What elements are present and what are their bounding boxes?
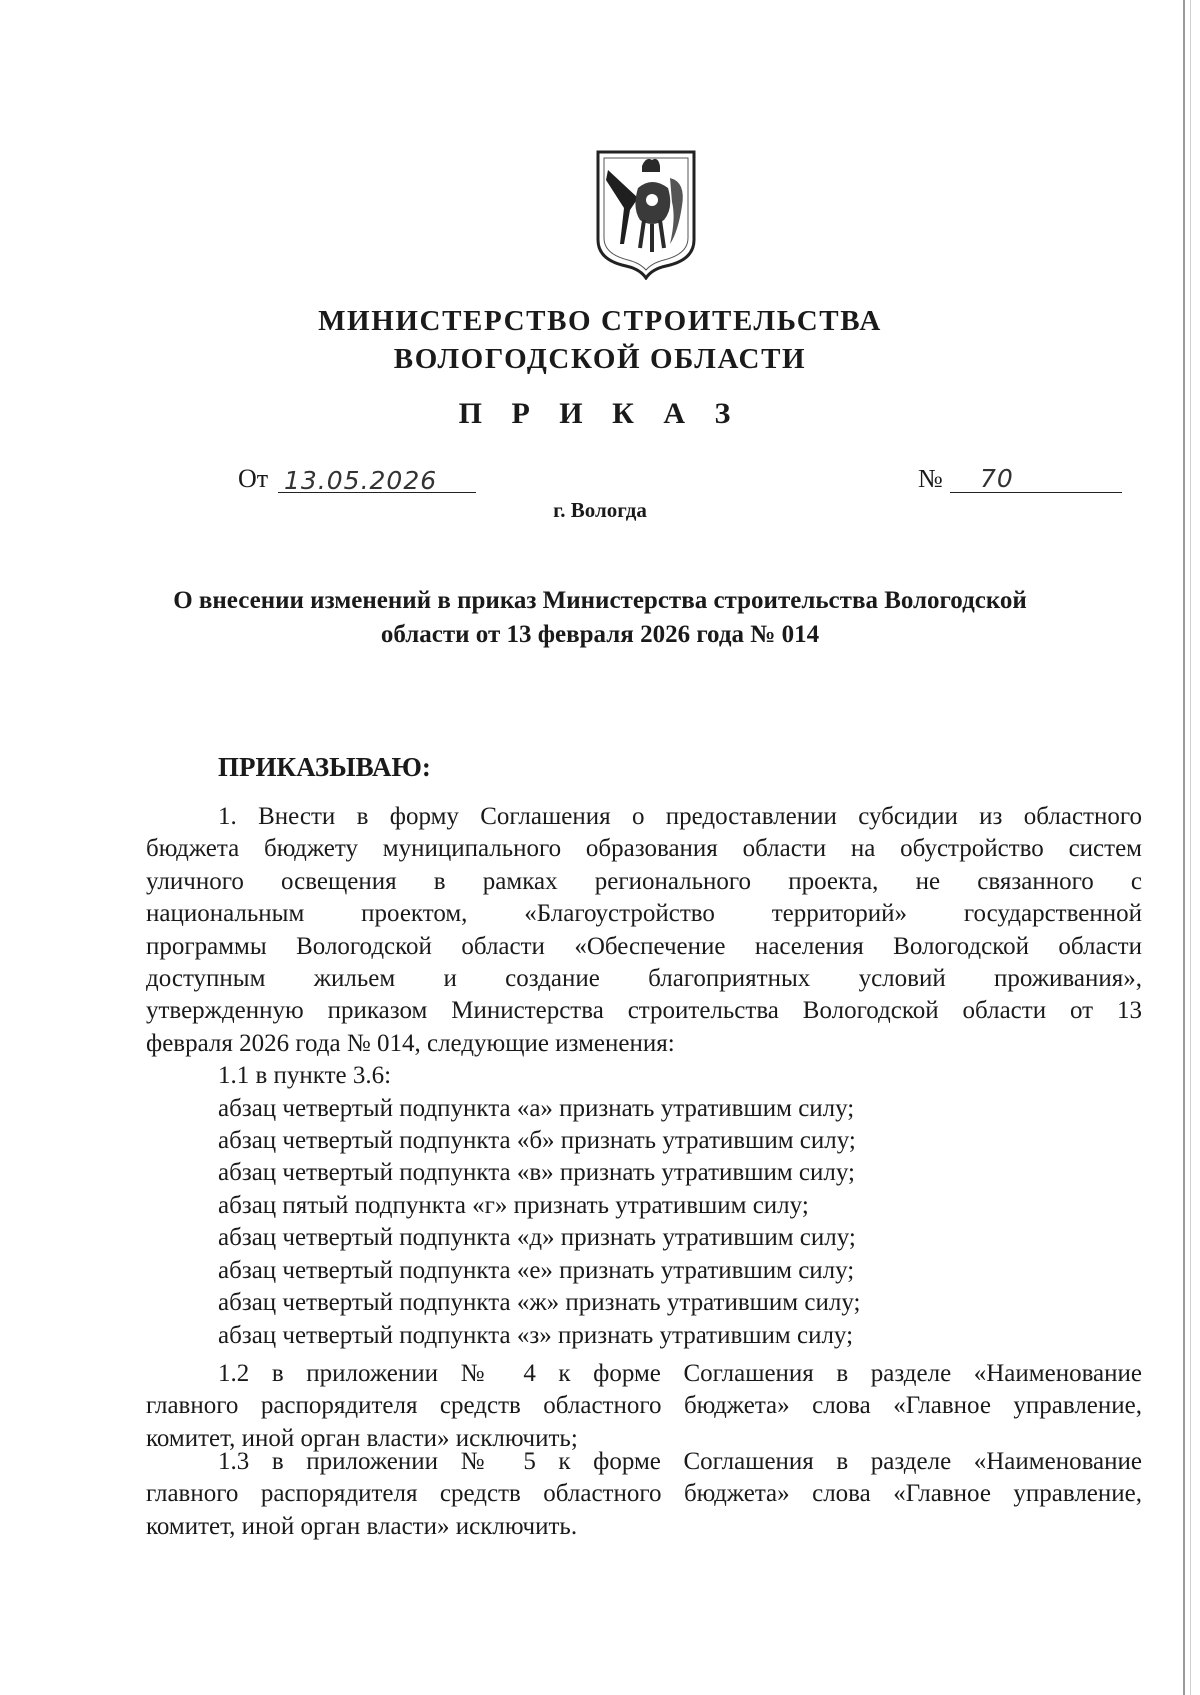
- order-subject: [0, 584, 1200, 652]
- list-item: абзац четвертый подпункта «д» признать утратившим силу;: [218, 1224, 856, 1252]
- number-underline: [950, 492, 1122, 493]
- paragraph-1-2: [146, 1358, 1142, 1455]
- list-item: абзац четвертый подпункта «в» признать утратившим силу;: [218, 1159, 855, 1187]
- paragraph-1-line: доступным жильем и создание благоприятных условий проживания»,: [146, 965, 1142, 993]
- paragraph-1-3-line: комитет, иной орган власти» исключить.: [146, 1512, 578, 1540]
- paragraph-1-3: [146, 1446, 1142, 1543]
- paragraph-1-3-line: 1.3 в приложении № 5 к форме Соглашения в разделе «Наименование: [218, 1448, 1142, 1475]
- date-label: От: [238, 464, 269, 493]
- paragraph-1: [146, 801, 1142, 1352]
- order-directive: ПРИКАЗЫВАЮ:: [218, 752, 431, 782]
- list-item: абзац четвертый подпункта «а» признать утратившим силу;: [218, 1094, 855, 1122]
- document-type-title: П Р И К А З: [458, 397, 742, 430]
- paragraph-1-2-line: 1.2 в приложении № 4 к форме Соглашения в разделе «Наименование: [218, 1360, 1142, 1387]
- list-item: абзац четвертый подпункта «е» признать утратившим силу;: [218, 1256, 855, 1284]
- paragraph-1-line: утвержденную приказом Министерства строительства Вологодской области от 13: [146, 997, 1142, 1025]
- paragraph-1-line: февраля 2026 года № 014, следующие изменения:: [146, 1029, 675, 1057]
- list-item: абзац четвертый подпункта «з» признать утратившим силу;: [218, 1321, 854, 1349]
- list-item: абзац пятый подпункта «г» признать утратившим силу;: [218, 1191, 809, 1219]
- order-subject-line1: О внесении изменений в приказ Министерства строительства Вологодской: [173, 587, 1027, 614]
- scan-edge-line-secondary: [1190, 0, 1191, 1695]
- ministry-name-line1: МИНИСТЕРСТВО СТРОИТЕЛЬСТВА: [318, 305, 882, 337]
- scan-edge-line: [1183, 0, 1185, 1695]
- paragraph-1-3-line: главного распорядителя средств областного бюджета» слова «Главное управление,: [146, 1480, 1142, 1508]
- handwritten-number: 70: [980, 464, 1014, 493]
- number-label: №: [918, 464, 943, 493]
- paragraph-1-line: программы Вологодской области «Обеспечение населения Вологодской области: [146, 932, 1142, 960]
- city-name: г. Вологда: [553, 498, 647, 522]
- paragraph-1-line: 1. Внести в форму Соглашения о предоставлении субсидии из областного: [218, 803, 1142, 830]
- coat-of-arms-icon: [594, 148, 698, 280]
- handwritten-date: 13.05.2026: [284, 466, 438, 495]
- paragraph-1-2-line: комитет, иной орган власти» исключить;: [146, 1424, 578, 1452]
- subitem-1-1-title: 1.1 в пункте 3.6:: [218, 1062, 392, 1090]
- ministry-name: [0, 302, 1200, 378]
- list-item: абзац четвертый подпункта «ж» признать утратившим силу;: [218, 1289, 861, 1317]
- paragraph-1-line: уличного освещения в рамках регионального проекта, не связанного с: [146, 867, 1142, 895]
- list-item: абзац четвертый подпункта «б» признать утратившим силу;: [218, 1127, 856, 1155]
- paragraph-1-line: бюджета бюджету муниципального образования области на обустройство систем: [146, 835, 1142, 863]
- ministry-name-line2: ВОЛОГОДСКОЙ ОБЛАСТИ: [393, 343, 807, 375]
- order-subject-line2: области от 13 февраля 2026 года № 014: [380, 621, 820, 648]
- paragraph-1-2-line: главного распорядителя средств областного бюджета» слова «Главное управление,: [146, 1392, 1142, 1420]
- paragraph-1-line: национальным проектом, «Благоустройство территорий» государственной: [146, 900, 1142, 928]
